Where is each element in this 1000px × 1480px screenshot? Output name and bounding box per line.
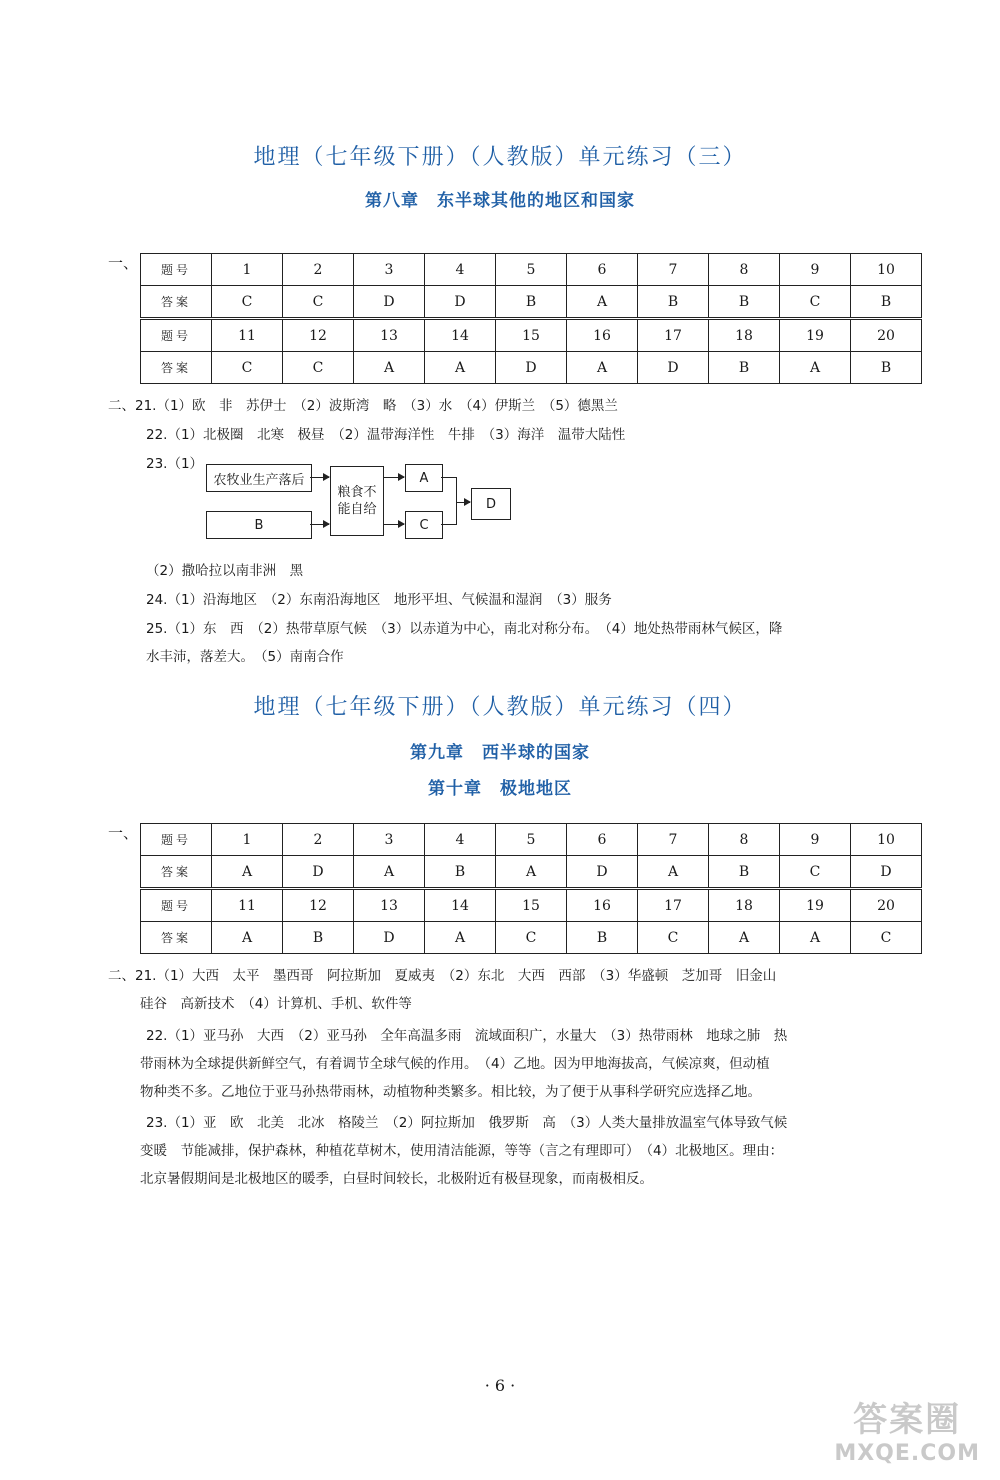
question-number: 18 [709, 319, 780, 352]
watermark-logo [834, 1392, 980, 1466]
answer-line: 带雨林为全球提供新鲜空气，有着调节全球气候的作用。 （4）乙地。因为甲地海拔高，气候凉爽，但动植 [140, 1056, 770, 1072]
answer-cell: B [709, 352, 780, 384]
flow-box-grain: 粮食不能自给 [330, 466, 384, 536]
answer-cell: B [709, 856, 780, 889]
connector-line [441, 477, 456, 478]
question-number: 8 [709, 824, 780, 856]
question-number: 13 [354, 889, 425, 922]
answer-cell: C [780, 856, 851, 889]
answer-cell: A [709, 922, 780, 954]
answer-cell: A [425, 922, 496, 954]
answer-cell: D [425, 286, 496, 319]
table-row [141, 286, 922, 319]
answer-cell: A [212, 856, 283, 889]
question-number: 4 [425, 824, 496, 856]
section3-title: 地理（七年级下册）（人教版）单元练习（三） [253, 145, 747, 170]
arrow-right-icon [384, 524, 404, 525]
question-label: 题号 [141, 824, 212, 856]
question-label: 题号 [141, 889, 212, 922]
question-number: 2 [283, 254, 354, 286]
question-number: 17 [638, 319, 709, 352]
answer-line: 22.（1）北极圈 北寒 极昼 （2）温带海洋性 牛排 （3）海洋 温带大陆性 [146, 427, 626, 443]
question-number: 15 [496, 889, 567, 922]
arrow-right-icon [384, 477, 404, 478]
question-number: 4 [425, 254, 496, 286]
answer-line: 24.（1）沿海地区 （2）东南沿海地区 地形平坦、气候温和湿润 （3）服务 [146, 592, 612, 608]
answer-cell: D [851, 856, 922, 889]
answer-cell: C [212, 352, 283, 384]
section4-title: 地理（七年级下册）（人教版）单元练习（四） [253, 695, 747, 720]
table-row [141, 352, 922, 384]
watermark-url: MXQE.COM [834, 1441, 980, 1466]
answer-line: 二、21.（1）大西 太平 墨西哥 阿拉斯加 夏威夷 （2）东北 大西 西部 （3）华盛顿 芝加哥 旧金山 [108, 968, 777, 984]
answer-cell: A [425, 352, 496, 384]
answer-cell: A [567, 352, 638, 384]
answer-cell: A [780, 352, 851, 384]
answer-cell: A [354, 352, 425, 384]
answer-label: 答案 [141, 856, 212, 889]
section4-chapter-9: 第九章 西半球的国家 [410, 743, 590, 763]
question-number: 3 [354, 824, 425, 856]
answer-cell: D [567, 856, 638, 889]
answer-line: 硅谷 高新技术 （4）计算机、手机、软件等 [140, 996, 412, 1012]
question-number: 6 [567, 824, 638, 856]
answer-cell: D [283, 856, 354, 889]
question-number: 2 [283, 824, 354, 856]
question-number: 1 [212, 824, 283, 856]
answer-cell: C [780, 286, 851, 319]
answer-cell: A [567, 286, 638, 319]
answer-cell: A [496, 856, 567, 889]
table-row [141, 319, 922, 352]
question-label: 题号 [141, 319, 212, 352]
question-number: 20 [851, 319, 922, 352]
answer-line: 二、21.（1）欧 非 苏伊士 （2）波斯湾 略 （3）水 （4）伊斯兰 （5）德黑兰 [108, 398, 618, 414]
question-number: 12 [283, 889, 354, 922]
answer-cell: C [496, 922, 567, 954]
answer-cell: C [851, 922, 922, 954]
question-number: 7 [638, 254, 709, 286]
connector-line [456, 477, 457, 525]
arrow-right-icon [310, 524, 329, 525]
section3-chapter: 第八章 东半球其他的地区和国家 [365, 191, 635, 211]
question-number: 18 [709, 889, 780, 922]
answer-line: 变暖 节能减排，保护森林，种植花草树木，使用清洁能源，等等（言之有理即可） （4）北极地区。理由： [140, 1143, 784, 1159]
answer-cell: A [780, 922, 851, 954]
question-number: 10 [851, 824, 922, 856]
answer-cell: B [567, 922, 638, 954]
flow-box-b: B [206, 511, 312, 539]
question-number: 3 [354, 254, 425, 286]
connector-line [441, 524, 456, 525]
question-number: 14 [425, 319, 496, 352]
page-number: · 6 · [484, 1376, 516, 1395]
question-number: 15 [496, 319, 567, 352]
flow-box-farming: 农牧业生产落后 [206, 464, 312, 492]
answer-table-4 [140, 823, 922, 954]
question-number: 5 [496, 254, 567, 286]
answer-line: 水丰沛，落差大。 （5）南南合作 [146, 649, 344, 665]
answer-cell: B [283, 922, 354, 954]
question-number: 16 [567, 889, 638, 922]
answer-cell: C [212, 286, 283, 319]
section4-chapter-10: 第十章 极地地区 [428, 779, 572, 799]
question-number: 9 [780, 254, 851, 286]
answer-cell: D [496, 352, 567, 384]
answer-cell: C [283, 286, 354, 319]
answer-cell: D [354, 922, 425, 954]
table-row [141, 889, 922, 922]
watermark-text: 答案圈 [853, 1400, 962, 1440]
part1-marker: 一、 [108, 824, 139, 842]
answer-cell: C [638, 922, 709, 954]
question-number: 5 [496, 824, 567, 856]
answer-label: 答案 [141, 286, 212, 319]
arrow-right-icon [456, 502, 470, 503]
flow-box-a: A [405, 464, 443, 492]
answer-cell: D [638, 352, 709, 384]
question-number: 9 [780, 824, 851, 856]
question-number: 11 [212, 889, 283, 922]
answer-label: 答案 [141, 922, 212, 954]
question-number: 1 [212, 254, 283, 286]
question-number: 8 [709, 254, 780, 286]
question-number: 7 [638, 824, 709, 856]
question-number: 12 [283, 319, 354, 352]
answer-line: 23.（1）亚 欧 北美 北冰 格陵兰 （2）阿拉斯加 俄罗斯 高 （3）人类大量排放温室气体导致气候 [146, 1115, 788, 1131]
question-number: 11 [212, 319, 283, 352]
answer-cell: A [354, 856, 425, 889]
arrow-right-icon [310, 477, 329, 478]
answer-cell: A [638, 856, 709, 889]
answer-cell: B [851, 286, 922, 319]
answer-line: 北京暑假期间是北极地区的暖季，白昼时间较长，北极附近有极昼现象，而南极相反。 [140, 1171, 653, 1187]
question-number: 19 [780, 319, 851, 352]
flow-box-c: C [405, 511, 443, 539]
table-row [141, 824, 922, 856]
answer-cell: B [851, 352, 922, 384]
answer-line: 25.（1）东 西 （2）热带草原气候 （3）以赤道为中心，南北对称分布。 （4）地处热带雨林气候区，降 [146, 621, 783, 637]
question-number: 13 [354, 319, 425, 352]
table-row [141, 254, 922, 286]
answer-line: （2）撒哈拉以南非洲 黑 [146, 563, 304, 579]
question-number: 6 [567, 254, 638, 286]
answer-cell: B [496, 286, 567, 319]
answer-cell: D [354, 286, 425, 319]
answer-label: 答案 [141, 352, 212, 384]
answer-line: 23.（1） [146, 456, 204, 472]
question-number: 14 [425, 889, 496, 922]
question-number: 16 [567, 319, 638, 352]
flow-box-d: D [471, 488, 511, 520]
question-number: 20 [851, 889, 922, 922]
answer-cell: A [212, 922, 283, 954]
answer-table-3 [140, 253, 922, 384]
table-row [141, 922, 922, 954]
question-number: 19 [780, 889, 851, 922]
part1-marker: 一、 [108, 254, 139, 272]
answer-cell: C [283, 352, 354, 384]
table-row [141, 856, 922, 889]
answer-line: 22.（1）亚马孙 大西 （2）亚马孙 全年高温多雨 流域面积广，水量大 （3）热带雨林 地球之肺 热 [146, 1028, 788, 1044]
question-number: 10 [851, 254, 922, 286]
answer-cell: B [638, 286, 709, 319]
answer-cell: B [709, 286, 780, 319]
question-number: 17 [638, 889, 709, 922]
answer-cell: B [425, 856, 496, 889]
question-label: 题号 [141, 254, 212, 286]
answer-line: 物种类不多。乙地位于亚马孙热带雨林，动植物种类繁多。相比较，为了便于从事科学研究应选择乙地。 [140, 1084, 761, 1100]
